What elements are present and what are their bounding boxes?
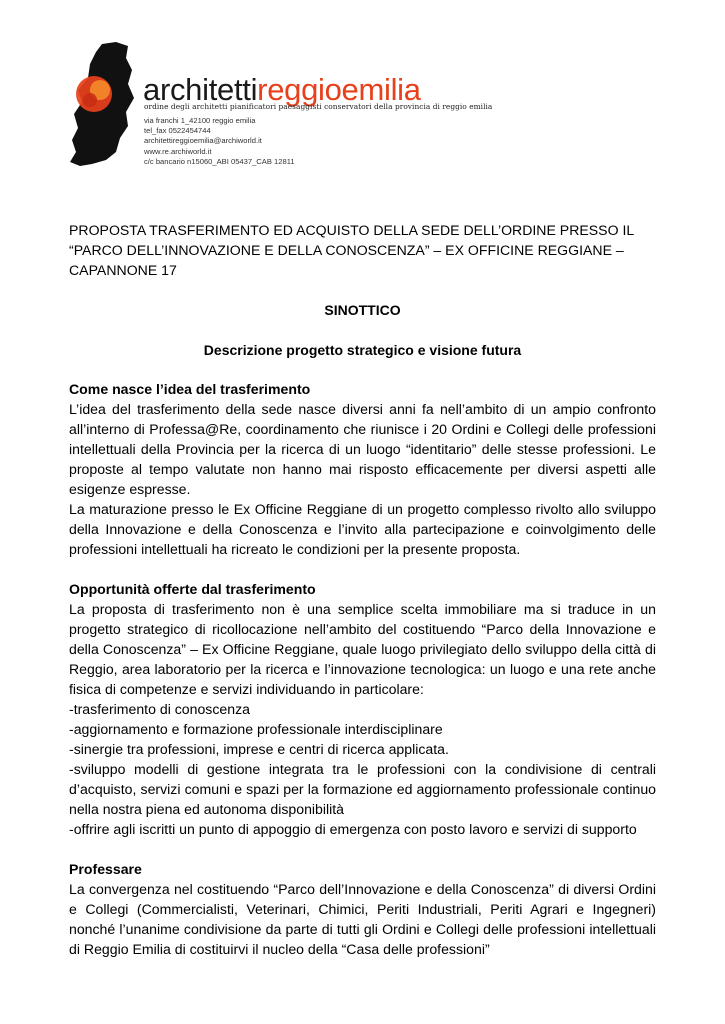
contact-bank: c/c bancario n15060_ABI 05437_CAB 12811 <box>144 156 295 166</box>
list-item: -offrire agli iscritti un punto di appoggio di emergenza con posto lavoro e servizi di supporto <box>69 821 637 837</box>
list-item: -sinergie tra professioni, imprese e centri di ricerca applicata. <box>69 741 449 757</box>
province-map-logo-icon <box>66 40 146 170</box>
title-line: CAPANNONE 17 <box>69 262 177 278</box>
list-item: -sviluppo modelli di gestione integrata tra le professioni con la condivisione di centrali d’acquisto, servizi comuni e spazi per la formazione ed aggiornamento professionale continuo nella nostra piena ed autonoma disponibilità <box>69 761 656 817</box>
section-paragraph: L’idea del trasferimento della sede nasce diversi anni fa nell’ambito di un ampio confronto all’interno di Professa@Re, coordinamento che riunisce i 20 Ordini e Collegi delle professioni intellettuali della Provincia per la ricerca di un luogo “identitario” delle stesse professioni. Le proposte al tempo valutate non hanno mai risposto efficacemente per diversi aspetti alle esigenze espresse. <box>69 401 656 497</box>
brand-part2: reggioemilia <box>257 72 421 107</box>
contact-email: architettireggioemilia@archiworld.it <box>144 136 262 146</box>
brand-wordmark <box>143 74 421 105</box>
brand-tagline: ordine degli architetti pianificatori paesaggisti conservatori della provincia di reggio emilia <box>144 102 493 111</box>
section-title: Professare <box>69 861 142 877</box>
document-title <box>69 220 656 280</box>
heading-sinottico: SINOTTICO <box>324 302 401 318</box>
contact-website: www.re.archiworld.it <box>144 146 212 156</box>
title-line: PROPOSTA TRASFERIMENTO ED ACQUISTO DELLA SEDE DELL’ORDINE PRESSO IL <box>69 222 635 238</box>
section-paragraph: La maturazione presso le Ex Officine Reggiane di un progetto complesso rivolto allo sviluppo della Innovazione e della Conoscenza e l’invito alla partecipazione e coinvolgimento delle professioni intellettuali ha ricreato le condizioni per la presente proposta. <box>69 501 656 557</box>
brand-part1: architetti <box>143 72 258 107</box>
section-title: Opportunità offerte dal trasferimento <box>69 581 316 597</box>
contact-address: via franchi 1_42100 reggio emilia <box>144 116 256 125</box>
title-line: “PARCO DELL’INNOVAZIONE E DELLA CONOSCENZA” – EX OFFICINE REGGIANE – <box>69 242 624 258</box>
contact-block <box>144 116 295 167</box>
list-item: -trasferimento di conoscenza <box>69 701 250 717</box>
contact-phone: tel_fax 0522454744 <box>144 126 211 136</box>
section-title: Come nasce l’idea del trasferimento <box>69 381 311 397</box>
list-item: -aggiornamento e formazione professionale interdisciplinare <box>69 721 443 737</box>
subheading: Descrizione progetto strategico e visione futura <box>203 342 522 358</box>
section-paragraph: La convergenza nel costituendo “Parco dell’Innovazione e della Conoscenza” di diversi Ordini e Collegi (Commercialisti, Veterinari, Chimici, Periti Industriali, Periti Agrari e Ingegneri) nonché l’unanime condivisione da parte di tutti gli Ordini e Collegi delle professioni intellettuali di Reggio Emilia di costituirvi il nucleo della “Casa delle professioni” <box>69 881 656 957</box>
section-paragraph: La proposta di trasferimento non è una semplice scelta immobiliare ma si traduce in un progetto strategico di ricollocazione nell’ambito del costituendo “Parco della Innovazione e della Conoscenza” – Ex Officine Reggiane, quale luogo privilegiato dello sviluppo della città di Reggio, area laboratorio per la ricerca e l’innovazione tecnologica: un luogo e una rete anche fisica di competenze e servizi individuando in particolare: <box>69 601 656 697</box>
document-body <box>69 220 656 959</box>
